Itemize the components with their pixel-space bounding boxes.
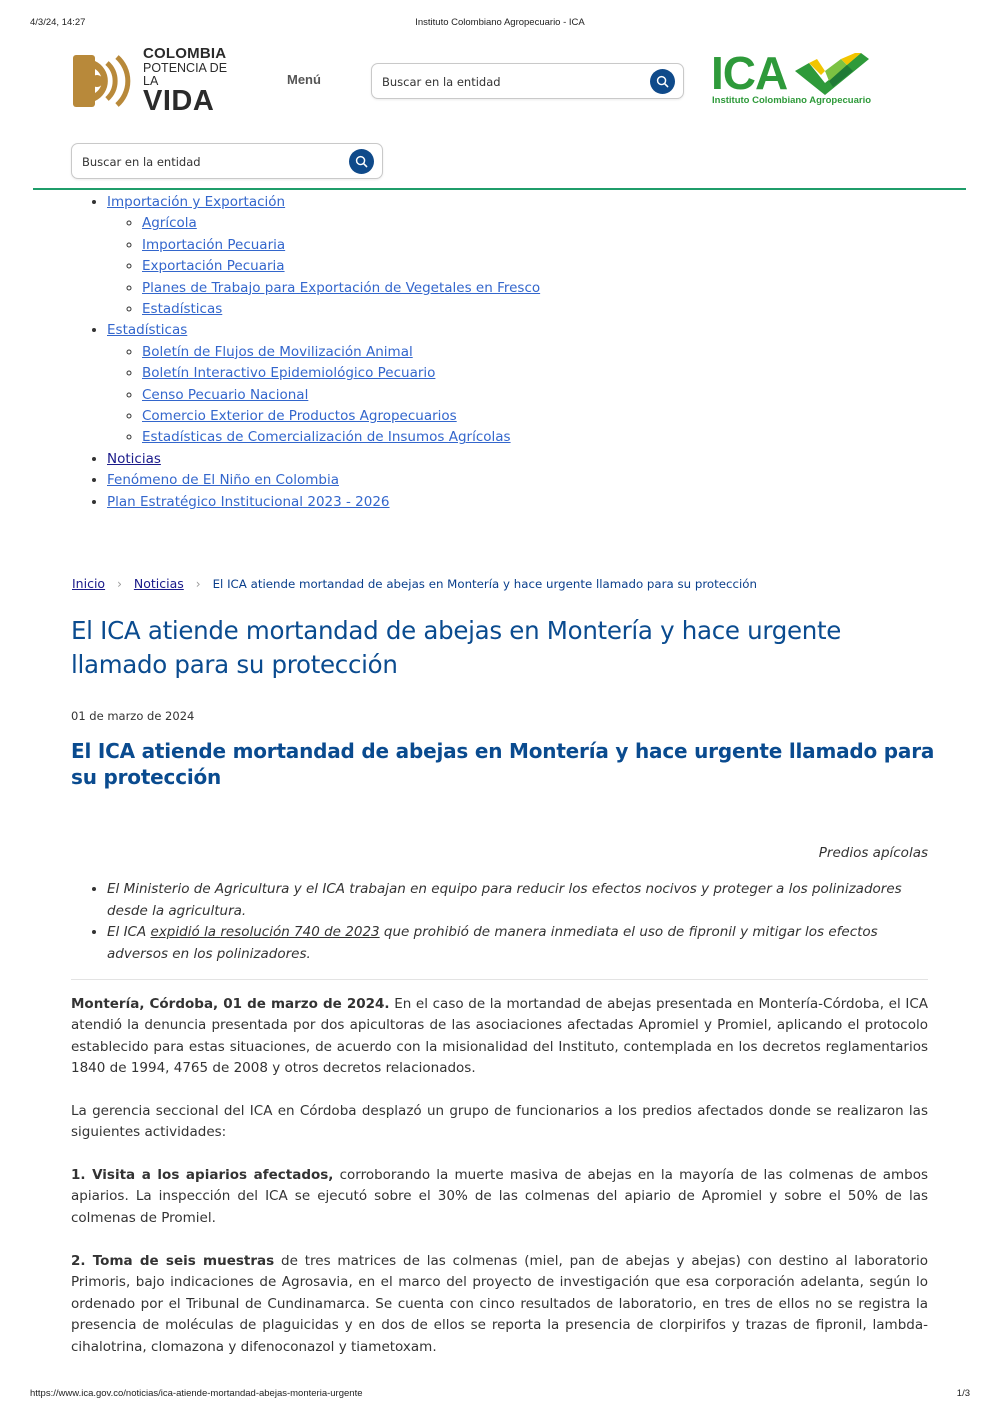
- nav-item-estadisticas: [107, 320, 540, 448]
- highlight-item: [107, 922, 928, 965]
- search-input-secondary[interactable]: [82, 152, 322, 172]
- print-title: Instituto Colombiano Agropecuario - ICA: [415, 17, 585, 28]
- header-search: [371, 63, 684, 99]
- nav-item-plan: [107, 492, 540, 513]
- breadcrumb-noticias[interactable]: Noticias: [133, 576, 184, 591]
- header-divider: [33, 188, 966, 190]
- search-button-secondary[interactable]: [349, 149, 374, 174]
- paragraph-text: En el caso de la mortandad de abejas presentada en Montería-Córdoba, el ICA atendió la denuncia presentada por dos apicultoras de las asociaciones afectadas Apromiel y Promiel, aplicando el protocolo establecido para estas situaciones, de acuerdo con la misionalidad del Instituto, contemplada en los decretos reglamentarios 1840 de 1994, 4765 de 2008 y otros decretos relacionados.: [71, 996, 928, 1077]
- nav-link-import-export[interactable]: Importación y Exportación: [107, 194, 286, 210]
- search-icon: [355, 155, 368, 168]
- nav-subitem: [142, 299, 540, 320]
- colombia-signal-icon: [73, 53, 131, 109]
- paragraph-text: de tres matrices de las colmenas (miel, pan de abejas y abejas) con destino al laboratorio Primoris, bajo indicaciones de Agrosavia, en el marco del proyecto de investigación que esa corporación adelanta, según lo ordenado por el Tribunal de Cundinamarca. Se cuenta con cinco resultados de laboratorio, en tres de ellos no se registra la presencia de moléculas de plaguicidas y en dos de ellos se reporta la presencia de clorpirifos y trazas de fipronil, lambda-cihalotrina, clomazona y difenoconazol y tiametoxam.: [71, 1253, 929, 1355]
- print-datetime: 4/3/24, 14:27: [30, 17, 86, 28]
- nav-item-import-export: [107, 192, 540, 320]
- nav-subitem: [142, 427, 540, 448]
- nav-subitem: [142, 385, 540, 406]
- nav-link-agricola[interactable]: Agrícola: [142, 215, 197, 232]
- nav-link-plan-estrategico[interactable]: Plan Estratégico Institucional 2023 - 2026: [107, 493, 390, 510]
- article-paragraph: [71, 994, 928, 1080]
- resolution-link[interactable]: expidió la resolución 740 de 2023: [150, 924, 380, 940]
- paragraph-text: La gerencia seccional del ICA en Córdoba desplazó un grupo de funcionarios a los predios afectados donde se realizaron las siguientes actividades:: [71, 1103, 928, 1141]
- article-paragraph: [71, 1251, 928, 1358]
- post-date: 01 de marzo de 2024: [71, 709, 195, 723]
- brand-line-3: VIDA: [143, 85, 215, 117]
- print-page-number: 1/3: [956, 1388, 970, 1399]
- nav-subitem: [142, 213, 540, 234]
- print-header: [30, 17, 970, 31]
- article-highlights: [107, 879, 928, 965]
- nav-link-comercio-exterior[interactable]: Comercio Exterior de Productos Agropecuarios: [142, 408, 457, 425]
- nav-link-estadisticas-insumos[interactable]: Estadísticas de Comercialización de Insumos Agrícolas: [142, 429, 511, 446]
- nav-link-planes-trabajo[interactable]: Planes de Trabajo para Exportación de Vegetales en Fresco: [142, 279, 541, 296]
- ica-logo-letters: ICA: [711, 47, 788, 99]
- nav-link-censo-pecuario[interactable]: Censo Pecuario Nacional: [142, 386, 309, 403]
- search-button[interactable]: [650, 69, 675, 94]
- nav-subitem: [142, 235, 540, 256]
- nav-subitem: [142, 363, 540, 384]
- paragraph-lead: 1. Visita a los apiarios afectados,: [71, 1167, 334, 1183]
- nav-link-boletin-flujos[interactable]: Boletín de Flujos de Movilización Animal: [142, 343, 413, 360]
- nav-subitem: [142, 342, 540, 363]
- brand-line-1: COLOMBIA: [143, 45, 227, 62]
- paragraph-lead: 2. Toma de seis muestras: [71, 1253, 275, 1269]
- breadcrumb: [72, 576, 757, 591]
- menu-button[interactable]: Menú: [287, 72, 321, 87]
- highlight-text-pre: El ICA: [107, 924, 151, 940]
- nav-submenu-estadisticas: [107, 342, 540, 449]
- nav-link-fenomeno-nino[interactable]: Fenómeno de El Niño en Colombia: [107, 472, 339, 489]
- nav-link-estadisticas-ie[interactable]: Estadísticas: [142, 301, 223, 318]
- image-caption: Predios apícolas: [818, 845, 928, 861]
- ica-logo[interactable]: [711, 47, 881, 110]
- article-paragraph: [71, 1165, 928, 1229]
- nav-subitem: [142, 406, 540, 427]
- secondary-search: [71, 143, 383, 179]
- paragraph-text: corroborando la muerte masiva de abejas en la mayoría de las colmenas de ambos apiarios. La inspección del ICA se ejecutó sobre el 30% de las colmenas del apiario de Apromiel y sobre el 50% de las colmenas de Promiel.: [71, 1167, 928, 1226]
- nav-subitem: [142, 256, 540, 277]
- chevron-right-icon: ›: [117, 576, 122, 591]
- nav-link-exportacion-pecuaria[interactable]: Exportación Pecuaria: [142, 258, 285, 275]
- nav-link-boletin-epidemiologico[interactable]: Boletín Interactivo Epidemiológico Pecuario: [142, 365, 436, 382]
- paragraph-lead: Montería, Córdoba, 01 de marzo de 2024.: [71, 996, 390, 1012]
- nav-link-importacion-pecuaria[interactable]: Importación Pecuaria: [142, 236, 286, 253]
- nav-submenu-import-export: [107, 213, 540, 320]
- highlight-text-post: que prohibió de manera inmediata el uso de fipronil y mitigar los efectos adversos en los polinizadores.: [107, 924, 878, 962]
- nav-item-noticias: [107, 449, 540, 470]
- ica-check-icon: [795, 53, 869, 95]
- ica-logo-subtitle: Instituto Colombiano Agropecuario: [712, 95, 872, 106]
- print-footer: [30, 1388, 970, 1402]
- article-paragraph: [71, 1101, 928, 1144]
- article-subtitle: El ICA atiende mortandad de abejas en Montería y hace urgente llamado para su protección: [71, 739, 935, 789]
- breadcrumb-current: El ICA atiende mortandad de abejas en Montería y hace urgente llamado para su protección: [212, 576, 757, 591]
- nav-subitem: [142, 278, 540, 299]
- highlight-text: El Ministerio de Agricultura y el ICA trabajan en equipo para reducir los efectos nocivos y proteger a los polinizadores desde la agricultura.: [107, 881, 902, 919]
- breadcrumb-home[interactable]: Inicio: [72, 576, 106, 591]
- chevron-right-icon: ›: [195, 576, 201, 591]
- nav-item-fenomeno: [107, 470, 540, 491]
- search-input[interactable]: [382, 72, 622, 92]
- nav-link-estadisticas[interactable]: Estadísticas: [107, 322, 188, 339]
- search-icon: [656, 75, 669, 88]
- main-nav-list: [107, 192, 540, 513]
- print-url: https://www.ica.gov.co/noticias/ica-atiende-mortandad-abejas-monteria-urgente: [30, 1388, 363, 1399]
- brand-line-2: POTENCIA DE LA: [143, 61, 228, 88]
- colombia-potencia-logo[interactable]: [73, 45, 233, 117]
- highlight-item: [107, 879, 928, 922]
- page-title: El ICA atiende mortandad de abejas en Montería y hace urgente llamado para su protección: [71, 616, 842, 679]
- content-divider: [71, 979, 928, 980]
- nav-link-noticias[interactable]: Noticias: [107, 450, 161, 467]
